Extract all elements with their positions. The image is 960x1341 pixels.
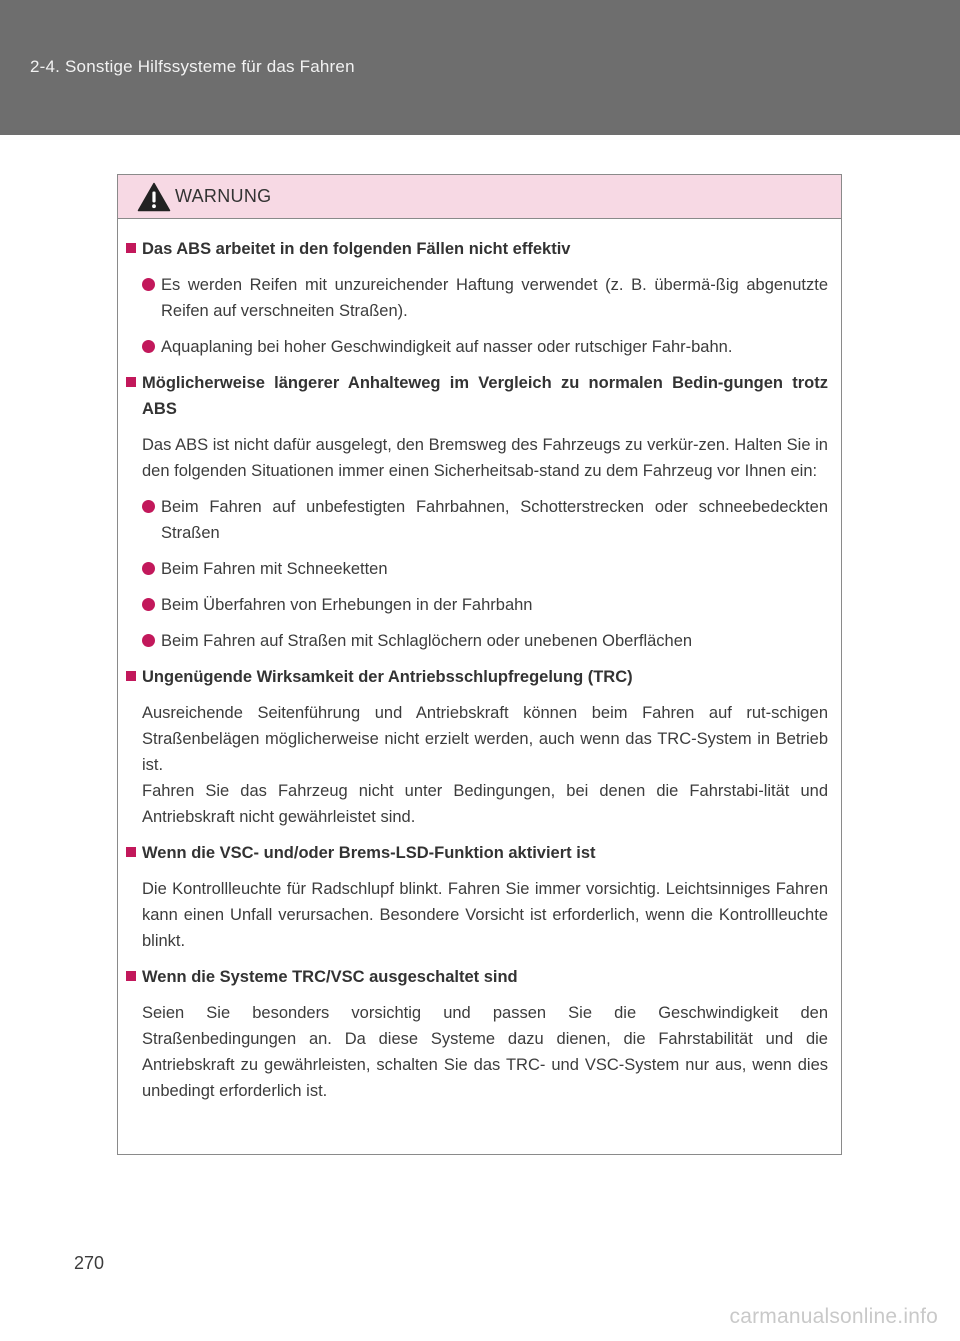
list-item [142, 272, 828, 324]
round-bullet-icon [142, 500, 155, 513]
round-bullet-icon [142, 278, 155, 291]
list-item [142, 556, 828, 582]
square-bullet-icon [126, 671, 136, 681]
list-item-text: Beim Fahren auf Straßen mit Schlaglöchern oder unebenen Oberflächen [161, 632, 693, 650]
section-heading [126, 370, 828, 422]
page-header [0, 0, 960, 135]
heading-text: Möglicherweise längerer Anhalteweg im Vergleich zu normalen Bedin-gungen trotz ABS [142, 374, 828, 418]
round-bullet-icon [142, 562, 155, 575]
square-bullet-icon [126, 243, 136, 253]
list-item-text: Beim Überfahren von Erhebungen in der Fahrbahn [161, 596, 533, 614]
round-bullet-icon [142, 634, 155, 647]
round-bullet-icon [142, 598, 155, 611]
section-heading [126, 964, 828, 990]
square-bullet-icon [126, 377, 136, 387]
paragraph: Fahren Sie das Fahrzeug nicht unter Bedingungen, bei denen die Fahrstabi-lität und Antriebskraft nicht gewährleistet sind. [142, 782, 828, 826]
round-bullet-icon [142, 340, 155, 353]
page-number: 270 [74, 1253, 105, 1273]
list-item [142, 628, 828, 654]
heading-text: Ungenügende Wirksamkeit der Antriebsschlupfregelung (TRC) [142, 668, 633, 686]
heading-text: Wenn die Systeme TRC/VSC ausgeschaltet sind [142, 968, 518, 986]
watermark: carmanualsonline.info [729, 1305, 938, 1328]
paragraph: Die Kontrollleuchte für Radschlupf blinkt. Fahren Sie immer vorsichtig. Leichtsinniges Fahren kann einen Unfall verursachen. Besondere Vorsicht ist erforderlich, wenn die Kontrollleuchte blinkt. [142, 880, 828, 950]
square-bullet-icon [126, 847, 136, 857]
warning-box [117, 174, 842, 1155]
section-heading [126, 840, 828, 866]
list-item [142, 592, 828, 618]
list-item-text: Aquaplaning bei hoher Geschwindigkeit auf nasser oder rutschiger Fahr-bahn. [161, 338, 733, 356]
warning-header [118, 175, 841, 219]
list-item-text: Es werden Reifen mit unzureichender Haftung verwendet (z. B. übermä-ßig abgenutzte Reifen auf verschneiten Straßen). [161, 276, 828, 320]
list-item [142, 494, 828, 546]
warning-triangle-icon [137, 182, 171, 212]
square-bullet-icon [126, 971, 136, 981]
list-item [142, 334, 828, 360]
paragraph: Das ABS ist nicht dafür ausgelegt, den Bremsweg des Fahrzeugs zu verkür-zen. Halten Sie in den folgenden Situationen immer einen Sicherheitsab-stand zu dem Fahrzeug vor Ihnen ein: [142, 436, 828, 480]
section-heading [126, 664, 828, 690]
section-heading [126, 236, 828, 262]
paragraph: Seien Sie besonders vorsichtig und passen Sie die Geschwindigkeit den Straßenbedingungen an. Da diese Systeme dazu dienen, die Fahrstabilität und die Antriebskraft zu gewährleisten, schalten Sie das TRC- und VSC-System nur aus, wenn dies unbedingt erforderlich ist. [142, 1004, 828, 1100]
paragraph: Ausreichende Seitenführung und Antriebskraft können beim Fahren auf rut-schigen Straßenbelägen möglicherweise nicht erzielt werden, auch wenn das TRC-System in Betrieb ist. [142, 704, 828, 774]
section-title: 2-4. Sonstige Hilfssysteme für das Fahren [30, 57, 355, 76]
list-item-text: Beim Fahren auf unbefestigten Fahrbahnen, Schotterstrecken oder schneebedeckten Straßen [161, 498, 828, 542]
heading-text: Das ABS arbeitet in den folgenden Fällen nicht effektiv [142, 240, 571, 258]
warning-title: WARNUNG [175, 186, 272, 206]
list-item-text: Beim Fahren mit Schneeketten [161, 560, 388, 578]
warning-content [118, 218, 841, 1114]
heading-text: Wenn die VSC- und/oder Brems-LSD-Funktion aktiviert ist [142, 844, 596, 862]
